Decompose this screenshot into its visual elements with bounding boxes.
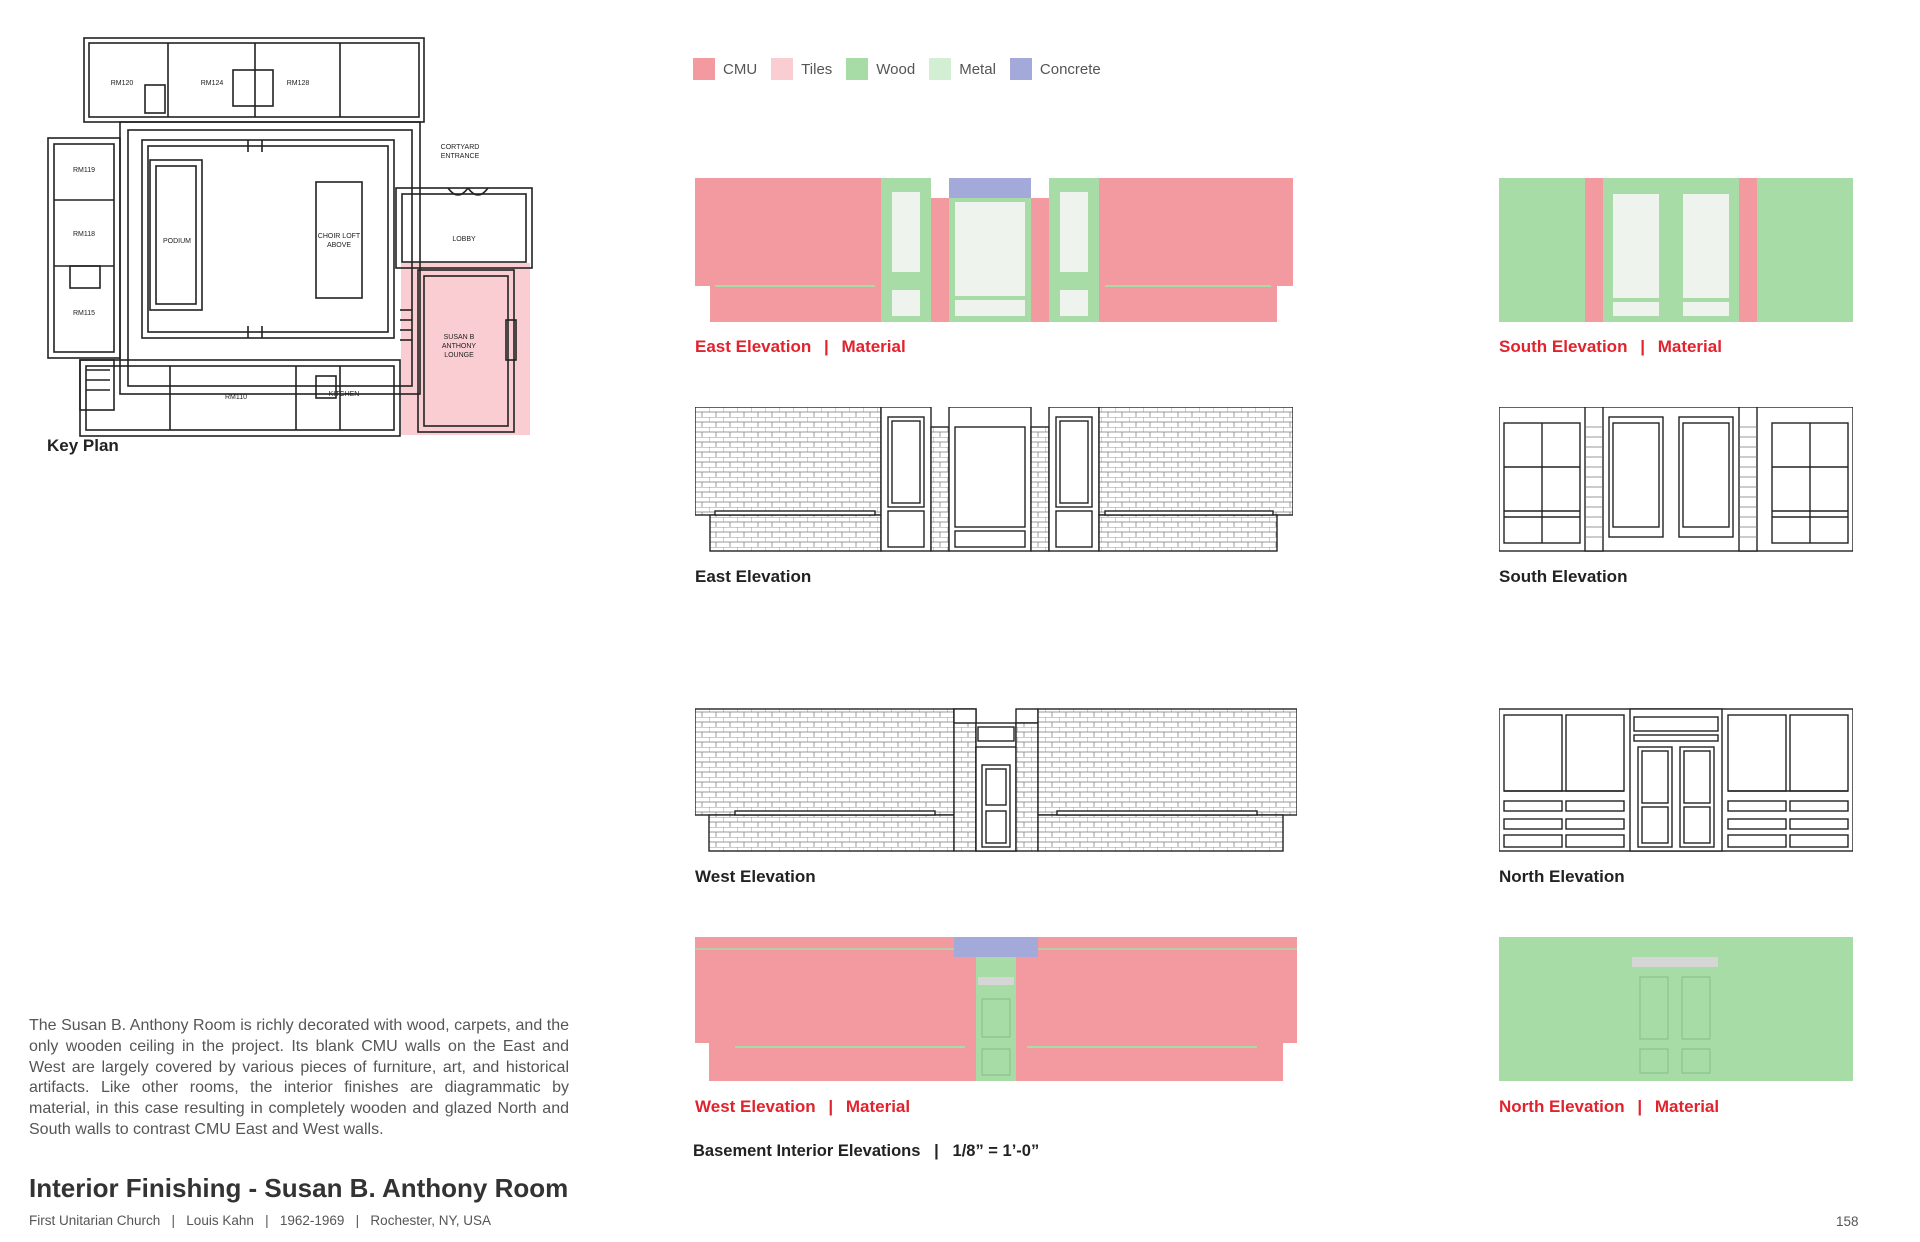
key-plan (40, 30, 570, 440)
legend-item-cmu (693, 58, 757, 80)
east-elevation-drawing (695, 407, 1293, 555)
north-elevation-drawing (1499, 707, 1853, 855)
legend-item-wood (846, 58, 915, 80)
east-elevation-material-caption (695, 337, 906, 357)
east-material-word: Material (841, 337, 906, 356)
rm115-label: RM115 (72, 310, 96, 317)
choir-label-2: ABOVE (326, 242, 352, 249)
west-elevation-drawing (695, 707, 1297, 855)
legend-label-concrete: Concrete (1039, 60, 1101, 78)
legend-label-tiles: Tiles (801, 60, 833, 78)
legend-swatch-concrete (1010, 58, 1032, 80)
north-elevation-material (1499, 937, 1853, 1085)
south-material-title: South Elevation (1499, 337, 1628, 356)
west-material-sep: | (828, 1097, 834, 1116)
south-material-word: Material (1657, 337, 1722, 356)
page-title: Interior Finishing - Susan B. Anthony Room (29, 1173, 569, 1203)
legend-item-metal (929, 58, 996, 80)
south-elevation-drawing (1499, 407, 1853, 555)
north-material-sep: | (1637, 1097, 1643, 1116)
west-elevation-material (695, 937, 1297, 1085)
south-material-sep: | (1640, 337, 1645, 356)
legend-swatch-tiles (771, 58, 793, 80)
page-subtitle: First Unitarian Church | Louis Kahn | 1962-1969 | Rochester, NY, USA (29, 1213, 491, 1228)
west-elevation-caption: West Elevation (695, 867, 816, 886)
legend-item-concrete (1010, 58, 1101, 80)
legend-label-metal: Metal (959, 60, 996, 78)
legend-swatch-cmu (693, 58, 715, 80)
west-material-title: West Elevation (695, 1097, 816, 1116)
legend-swatch-metal (929, 58, 951, 80)
rm110-label: RM110 (224, 394, 248, 401)
lounge-label-1: SUSAN B (443, 334, 475, 341)
legend-swatch-wood (846, 58, 868, 80)
west-elevation-material-caption (695, 1097, 910, 1117)
north-elevation-material-caption (1499, 1097, 1719, 1117)
description-paragraph: The Susan B. Anthony Room is richly decorated with wood, carpets, and the only wooden ceiling in the project. Its blank CMU walls on the East and West are largely covered by various pieces of furniture, art, and historical artifacts. Like other rooms, the interior finishes are diagrammatic by material, in this case resulting in completely wooden and glazed North and South walls to contrast CMU East and West walls. (29, 1017, 569, 1138)
east-material-title: East Elevation (695, 337, 812, 356)
north-material-title: North Elevation (1499, 1097, 1625, 1116)
kitchen-label: KITCHEN (328, 391, 360, 398)
legend-item-tiles (771, 58, 832, 80)
rm128-label: RM128 (286, 80, 310, 87)
rm119-label: RM119 (72, 167, 96, 174)
legend-label-cmu: CMU (723, 60, 758, 78)
north-material-word: Material (1654, 1097, 1720, 1116)
east-material-sep: | (823, 337, 829, 356)
rm124-label: RM124 (200, 80, 224, 87)
courtyard-label-1: CORTYARD (440, 144, 480, 151)
east-elevation-material (695, 178, 1293, 326)
legend-label-wood: Wood (876, 60, 916, 78)
south-elevation-material-caption (1499, 337, 1722, 357)
scale-note: Basement Interior Elevations | 1/8” = 1’-0” (693, 1142, 1040, 1160)
material-legend (693, 58, 1101, 80)
rm120-label: RM120 (110, 80, 134, 87)
choir-label-1: CHOIR LOFT (317, 233, 361, 240)
lobby-label: LOBBY (452, 236, 476, 243)
courtyard-label-2: ENTRANCE (440, 153, 480, 160)
north-elevation-caption: North Elevation (1499, 867, 1625, 886)
podium-label: PODIUM (163, 238, 191, 245)
lounge-label-3: LOUNGE (444, 352, 474, 359)
key-plan-label: Key Plan (47, 436, 119, 455)
south-elevation-caption: South Elevation (1499, 567, 1628, 586)
page-number: 158 (1836, 1214, 1859, 1229)
west-material-word: Material (845, 1097, 911, 1116)
south-elevation-material (1499, 178, 1853, 326)
east-elevation-caption: East Elevation (695, 567, 812, 586)
rm118-label: RM118 (72, 231, 96, 238)
lounge-label-2: ANTHONY (441, 343, 477, 350)
